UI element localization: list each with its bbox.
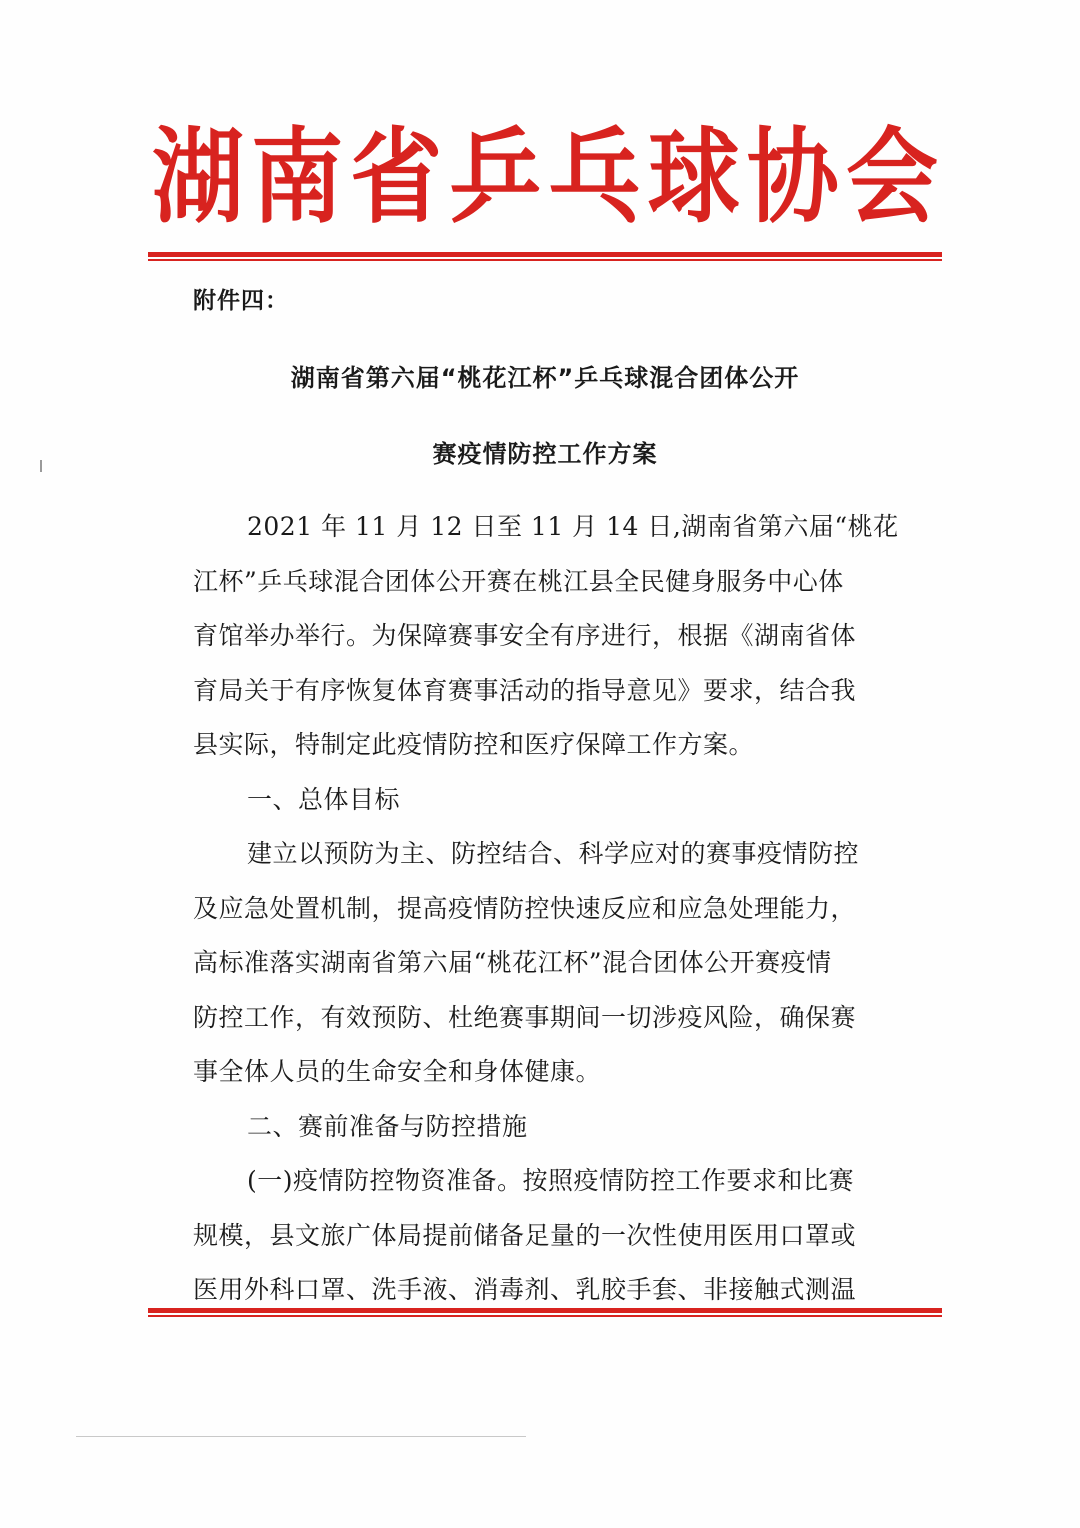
body-line: 医用外科口罩、洗手液、消毒剂、乳胶手套、非接触式测温 <box>193 1275 857 1304</box>
letterhead-char: 南 <box>251 117 344 238</box>
letterhead-title <box>150 118 940 238</box>
attachment-label: 附件四： <box>193 288 289 314</box>
body-line: 规模，县文旅广体局提前储备足量的一次性使用医用口罩或 <box>193 1220 857 1250</box>
letterhead-char: 协 <box>746 117 839 238</box>
document-title-line-1: 湖南省第六届“桃花江杯”乒乓球混合团体公开 <box>290 364 800 392</box>
footer-divider <box>148 1308 942 1313</box>
document-body <box>193 500 899 1318</box>
body-line: 县实际，特制定此疫情防控和医疗保障工作方案。 <box>193 730 755 759</box>
letterhead-char: 省 <box>350 117 443 238</box>
section-heading: 一、总体目标 <box>247 784 401 814</box>
letterhead-char: 乒 <box>449 117 542 238</box>
body-line: 江杯”乒乓球混合团体公开赛在桃江县全民健身服务中心体 <box>193 566 844 596</box>
body-line: 事全体人员的生命安全和身体健康。 <box>193 1057 602 1086</box>
body-line: 2021 年 11 月 12 日至 11 月 14 日,湖南省第六届“桃花 <box>247 512 899 541</box>
body-line: 防控工作，有效预防、杜绝赛事期间一切涉疫风险，确保赛 <box>193 1002 857 1032</box>
body-line: 育馆举办举行。为保障赛事安全有序进行，根据《湖南省体 <box>193 621 857 650</box>
body-line: 育局关于有序恢复体育赛事活动的指导意见》要求，结合我 <box>193 675 857 705</box>
section-heading: 二、赛前准备与防控措施 <box>247 1111 528 1141</box>
scan-artifact-mark <box>40 460 42 472</box>
letterhead-char: 球 <box>647 117 740 238</box>
letterhead-char: 会 <box>845 117 938 238</box>
scan-artifact-line <box>76 1436 526 1437</box>
letterhead-char: 乓 <box>548 117 641 238</box>
letterhead-char: 湖 <box>151 117 244 238</box>
letterhead-divider <box>148 252 942 257</box>
letterhead-divider-thin <box>148 259 942 261</box>
footer-divider-thin <box>148 1315 942 1317</box>
body-line: 高标准落实湖南省第六届“桃花江杯”混合团体公开赛疫情 <box>193 948 832 977</box>
body-line: (一)疫情防控物资准备。按照疫情防控工作要求和比赛 <box>247 1166 855 1195</box>
body-line: 及应急处置机制，提高疫情防控快速反应和应急处理能力， <box>193 893 857 923</box>
document-title-line-2: 赛疫情防控工作方案 <box>432 440 658 468</box>
body-line: 建立以预防为主、防控结合、科学应对的赛事疫情防控 <box>247 839 860 868</box>
